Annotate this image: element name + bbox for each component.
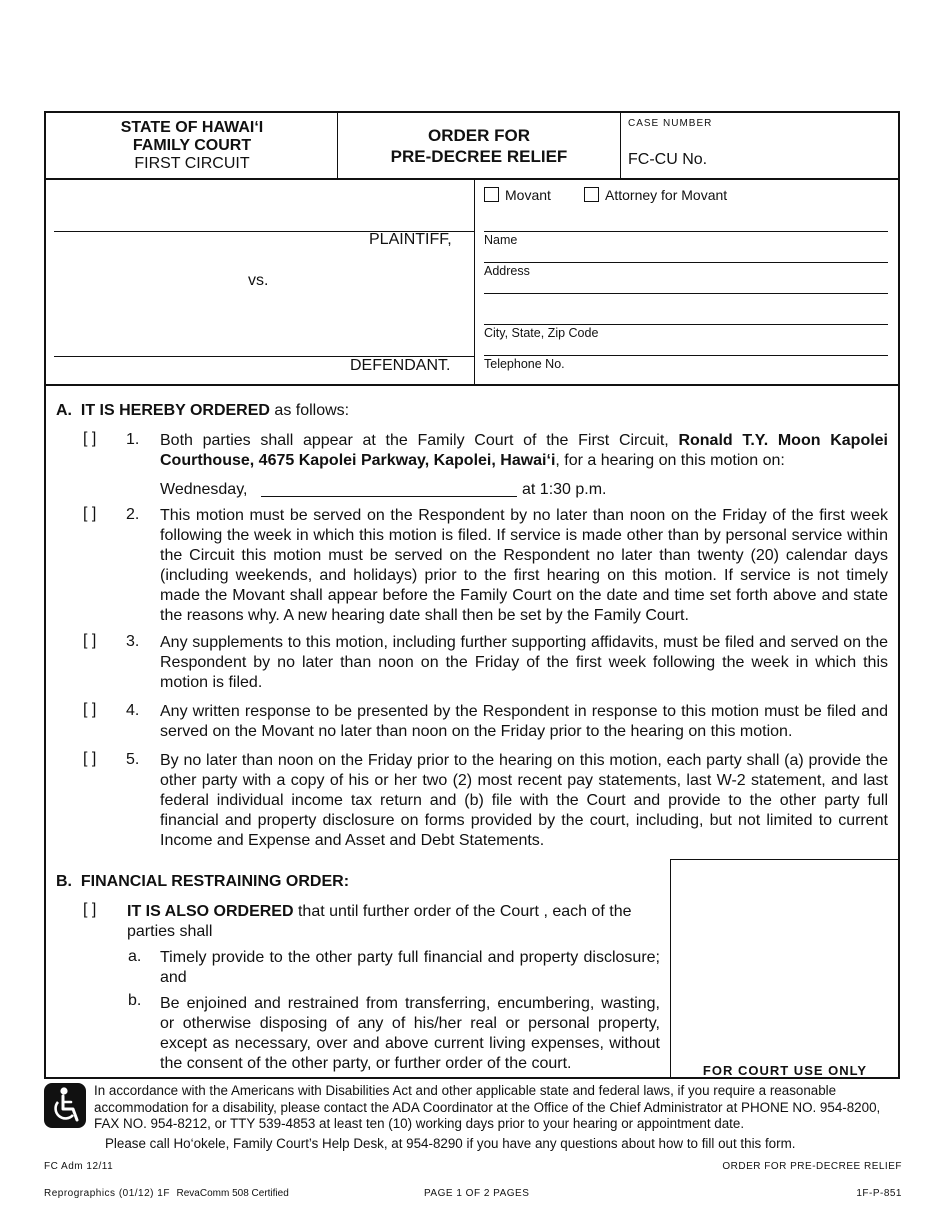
section-b-heading: B. FINANCIAL RESTRAINING ORDER: <box>56 873 350 890</box>
attorney-option[interactable]: Attorney for Movant <box>584 187 727 203</box>
form-title: ORDER FOR PRE-DECREE RELIEF <box>390 126 568 166</box>
wheelchair-icon <box>44 1083 86 1128</box>
item-1-number: 1. <box>126 431 140 448</box>
item-b-a-number: a. <box>128 948 142 965</box>
item-4-text: Any written response to be presented by the Respondent in response to this motion must be filed and served on the Movant no later than noon on the Friday prior to the hearing on this motion. <box>160 703 888 740</box>
attorney-checkbox[interactable] <box>584 187 599 202</box>
section-b-checkbox[interactable]: [ ] <box>83 901 97 918</box>
address-field[interactable]: Address <box>484 264 530 278</box>
item-5-number: 5. <box>126 751 140 768</box>
item-1-checkbox[interactable]: [ ] <box>83 430 97 447</box>
city-state-zip-field[interactable]: City, State, Zip Code <box>484 326 599 340</box>
form-id: FC Adm 12/11 <box>44 1161 114 1172</box>
item-4-number: 4. <box>126 702 140 719</box>
item-2-checkbox[interactable]: [ ] <box>83 505 97 522</box>
circuit-name: FIRST CIRCUIT <box>134 155 250 172</box>
movant-option[interactable]: Movant <box>484 187 551 203</box>
item-1-text: Both parties shall appear at the Family Court of the First Circuit, Ronald T.Y. Moon Kapolei Courthouse, 4675 Kapolei Parkway, Kapolei, Hawai‘i, for a hearing on this motion on: <box>160 432 889 469</box>
state-name: STATE OF HAWAI‘I <box>120 119 264 136</box>
page-indicator: PAGE 1 OF 2 PAGES <box>424 1188 530 1199</box>
versus-label: vs. <box>248 272 269 289</box>
item-5-checkbox[interactable]: [ ] <box>83 750 97 767</box>
item-5-text: By no later than noon on the Friday prior to the hearing on this motion, each party shall (a) provide the other party with a copy of his or her two (2) most recent pay statements, last W-2 statement, and last federal individual income tax return and (b) file with the Court and provide to the other party full financial and property disclosure on forms provided by the court, including, but not limited to current Income and Expense and Asset and Debt Statements. <box>160 752 888 849</box>
item-b-b-number: b. <box>128 992 142 1009</box>
hearing-time-label: at 1:30 p.m. <box>522 481 607 498</box>
court-name: FAMILY COURT <box>132 137 252 154</box>
footer-form-title: ORDER FOR PRE-DECREE RELIEF <box>722 1161 902 1172</box>
form-code: 1F-P-851 <box>856 1188 902 1199</box>
ada-notice: In accordance with the Americans with Disabilities Act and other applicable state and federal laws, if you require a reasonable accommodation for a disability, please contact the ADA Coordinator at the Office of the Chief Administrator at PHONE NO. 954-8200, FAX NO. 954-8212, or TTY 539-4853 at least ten (10) working days prior to your hearing or appointment date. <box>94 1083 881 1131</box>
item-2-number: 2. <box>126 506 140 523</box>
item-b-a-text: Timely provide to the other party full financial and property disclosure; and <box>160 949 660 986</box>
movant-checkbox[interactable] <box>484 187 499 202</box>
hearing-date-field[interactable] <box>261 496 517 497</box>
section-b-intro: IT IS ALSO ORDERED that until further order of the Court , each of the parties shall <box>127 903 632 940</box>
court-header <box>46 119 338 173</box>
telephone-field[interactable]: Telephone No. <box>484 357 565 371</box>
section-a-heading: A. IT IS HEREBY ORDERED as follows: <box>56 402 350 419</box>
defendant-label: DEFENDANT. <box>350 357 451 374</box>
item-3-checkbox[interactable]: [ ] <box>83 632 97 649</box>
name-field[interactable]: Name <box>484 233 518 247</box>
case-number-label: CASE NUMBER <box>628 118 713 129</box>
court-use-label: FOR COURT USE ONLY <box>702 1063 868 1078</box>
hearing-day-label: Wednesday, <box>160 481 248 498</box>
help-desk-notice: Please call Ho‘okele, Family Court’s Help Desk, at 954-8290 if you have any questions about how to fill out this form. <box>105 1136 796 1151</box>
reprographics-note: Reprographics (01/12) 1F RevaComm 508 Certified <box>44 1188 289 1199</box>
case-number-field[interactable]: FC-CU No. <box>628 151 708 168</box>
order-form <box>44 111 900 1079</box>
item-4-checkbox[interactable]: [ ] <box>83 701 97 718</box>
item-3-text: Any supplements to this motion, including further supporting affidavits, must be filed and served on the Respondent by no later than noon on the Friday of the first week following the week in which this motion is filed. <box>160 634 888 691</box>
plaintiff-label: PLAINTIFF, <box>369 231 452 248</box>
item-3-number: 3. <box>126 633 140 650</box>
item-b-b-text: Be enjoined and restrained from transferring, encumbering, wasting, or otherwise disposing of any of his/her real or personal property, except as necessary, over and above current living expenses, without the consent of the other party, or further order of the court. <box>160 995 660 1072</box>
item-2-text: This motion must be served on the Respondent by no later than noon on the Friday of the first week following the week in which this motion is filed. If service is made other than by personal service within the Circuit this motion must be served on the Respondent no later than twenty (20) calendar days (including weekends, and holidays) prior to the first hearing on this motion. If service is not timely made the Movant shall appear before the Family Court on the date and time set forth above and state the reasons why. A new hearing date shall then be set by the Family Court. <box>160 507 888 624</box>
